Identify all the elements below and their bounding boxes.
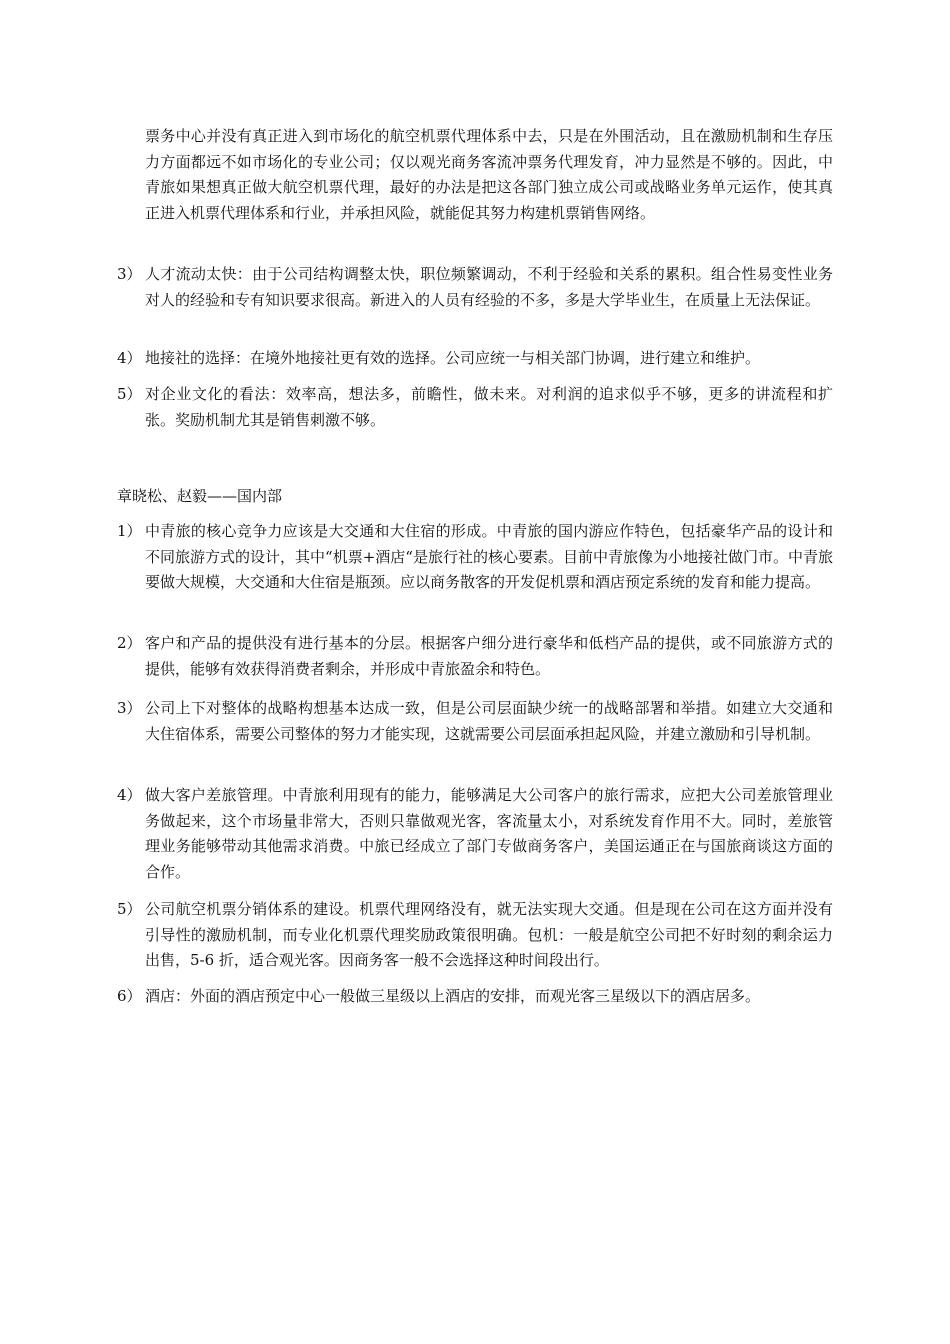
list-item [117,262,833,313]
item-text: 酒店：外面的酒店预定中心一般做三星级以上酒店的安排，而观光客三星级以下的酒店居多。 [145,987,761,1005]
list-item [117,897,833,974]
list-item [117,783,833,885]
list-item [117,631,833,682]
item-text: 对企业文化的看法：效率高，想法多，前瞻性，做未来。对利润的追求似乎不够，更多的讲流程和扩张。奖励机制尤其是销售刺激不够。 [145,385,833,429]
item-number: 6） [117,987,142,1005]
list-item [117,346,833,372]
item-number: 4） [117,349,142,367]
continuation-text: 票务中心并没有真正进入到市场化的航空机票代理体系中去，只是在外围活动，且在激励机制和生存压力方面都远不如市场化的专业公司；仅以观光商务客流冲票务代理发育，冲力显然是不够的。因此，中青旅如果想真正做大航空机票代理，最好的办法是把这各部门独立成公司或战略业务单元运作，使其真正进入机票代理体系和行业，并承担风险，就能促其努力构建机票销售网络。 [145,127,833,222]
item-number: 5） [117,385,142,403]
item-text: 做大客户差旅管理。中青旅利用现有的能力，能够满足大公司客户的旅行需求，应把大公司差旅管理业务做起来，这个市场量非常大，否则只靠做观光客，客流量太小，对系统发育作用不大。同时，差旅管理业务能够带动其他需求消费。中旅已经成立了部门专做商务客户，美国运通正在与国旅商谈这方面的合作。 [145,786,833,881]
list-item [117,984,833,1010]
item-number: 1） [117,522,142,540]
item-text: 公司航空机票分销体系的建设。机票代理网络没有，就无法实现大交通。但是现在公司在这方面并没有引导性的激励机制，而专业化机票代理奖励政策很明确。包机：一般是航空公司把不好时刻的剩余运力出售，5-6 折，适合观光客。因商务客一般不会选择这种时间段出行。 [145,900,833,969]
list-item [117,696,833,747]
item-number: 5） [117,900,142,918]
item-number: 4） [117,786,142,804]
item-text: 中青旅的核心竞争力应该是大交通和大住宿的形成。中青旅的国内游应作特色，包括豪华产品的设计和不同旅游方式的设计，其中“机票+酒店“是旅行社的核心要素。目前中青旅像为小地接社做门市。中青旅要做大规模，大交通和大住宿是瓶颈。应以商务散客的开发促机票和酒店预定系统的发育和能力提高。 [145,522,833,591]
item-number: 3） [117,265,142,283]
item-text: 人才流动太快：由于公司结构调整太快，职位频繁调动，不利于经验和关系的累积。组合性易变性业务对人的经验和专有知识要求很高。新进入的人员有经验的不多，多是大学毕业生，在质量上无法保证。 [145,265,833,309]
item-number: 2） [117,634,142,652]
continuation-paragraph [117,124,833,226]
list-item [117,382,833,433]
item-text: 公司上下对整体的战略构想基本达成一致，但是公司层面缺少统一的战略部署和举措。如建立大交通和大住宿体系，需要公司整体的努力才能实现，这就需要公司层面承担起风险，并建立激励和引导机制。 [145,699,833,743]
item-text: 地接社的选择：在境外地接社更有效的选择。公司应统一与相关部门协调，进行建立和维护。 [145,349,761,367]
item-text: 客户和产品的提供没有进行基本的分层。根据客户细分进行豪华和低档产品的提供，或不同旅游方式的提供，能够有效获得消费者剩余，并形成中青旅盈余和特色。 [145,634,833,678]
section-heading: 章晓松、赵毅——国内部 [117,487,283,505]
item-number: 3） [117,699,142,717]
list-item [117,519,833,596]
